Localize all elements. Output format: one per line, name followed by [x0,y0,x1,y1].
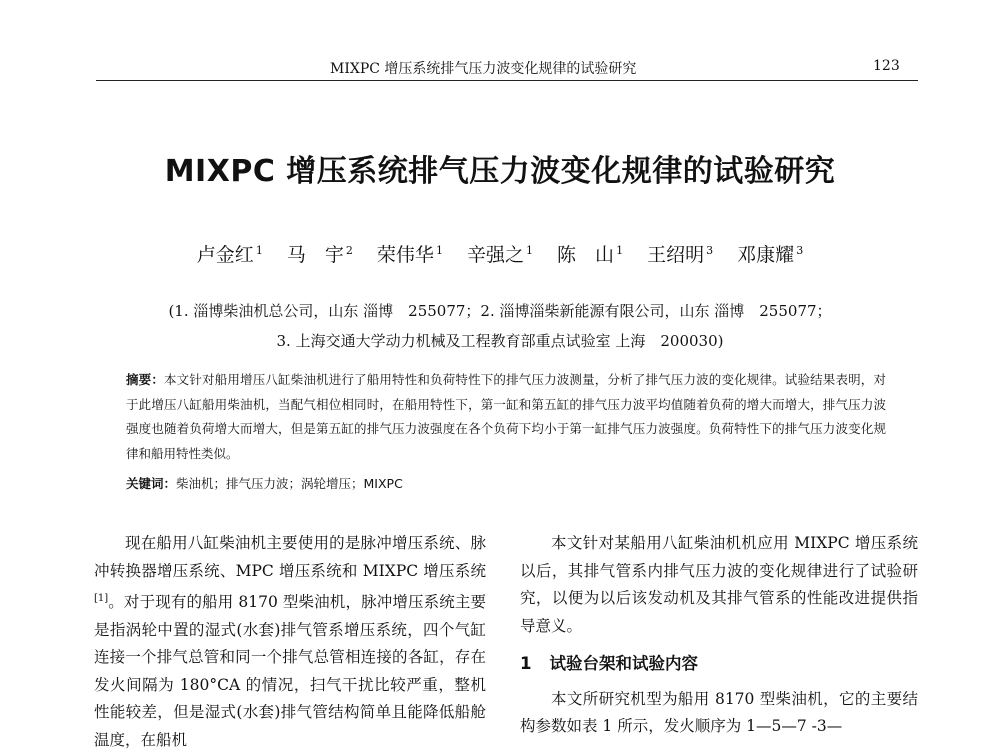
author-name: 马 宇 [286,244,344,266]
abstract [126,368,886,466]
citation-reference: [1] [94,593,109,604]
abstract-text: 本文针对船用增压八缸柴油机进行了船用特性和负荷特性下的排气压力波测量，分析了排气压力波的变化规律。试验结果表明，对于此增压八缸船用柴油机，当配气相位相同时，在船用特性下，第一缸和第五缸的排气压力波平均值随着负荷的增大而增大，排气压力波强度也随着负荷增大而增大，但是第五缸的排气压力波强度在各个负荷下均小于第一缸排气压力波强度。负荷特性下的排气压力波变化规律和船用特性类似。 [126,372,886,461]
keywords [126,474,886,492]
author-name: 邓康耀 [737,244,795,266]
author-name: 荣伟华 [376,244,434,266]
author-affiliation-mark: 2 [345,243,353,257]
keywords-text: 柴油机；排气压力波；涡轮增压；MIXPC [176,476,403,491]
author-list [0,240,1000,267]
author-affiliation-mark: 1 [435,243,443,257]
keywords-label: 关键词： [126,476,177,491]
author-affiliation-mark: 1 [526,243,533,257]
author [557,240,623,267]
author [287,240,353,267]
author-name: 王绍明 [647,244,705,266]
paragraph-text: 现在船用八缸柴油机主要使用的是脉冲增压系统、脉冲转换器增压系统、MPC 增压系统和 MIXPC 增压系统 [94,534,486,580]
author-affiliation-mark: 1 [255,243,263,257]
author [647,240,713,267]
author [467,240,533,267]
author [197,240,263,267]
body-paragraph: 本文所研究机型为船用 8170 型柴油机，它的主要结构参数如表 1 所示，发火顺序为 1—5—7 -3— [520,689,918,735]
body-paragraph [94,530,486,754]
author-name: 卢金红 [196,244,254,266]
affiliation-line-1: (1. 淄博柴油机总公司，山东 淄博 255077；2. 淄博淄柴新能源有限公司，山东 淄博 255077； [168,302,832,320]
author-name: 陈 山 [557,244,615,266]
body-paragraph: 本文针对某船用八缸柴油机机应用 MIXPC 增压系统以后，其排气管系内排气压力波的变化规律进行了试验研究，以便为以后该发动机及其排气管系的性能改进提供指导意义。 [520,534,918,635]
section-heading [520,650,918,678]
section-title: 试验台架和试验内容 [549,654,698,673]
header-rule [96,80,918,81]
abstract-label: 摘要： [126,372,165,387]
author [737,240,803,267]
body-column-right [520,530,918,741]
paragraph-text: 。对于现有的船用 8170 型柴油机，脉冲增压系统主要是指涡轮中置的湿式(水套)排气管系增压系统，四个气缸连接一个排气总管和同一个排气总管相连接的各缸，存在发火间隔为 180°CA 的情况，扫气干扰比较严重，整机性能较差，但是湿式(水套)排气管结构简单且能降低船舱温度，在船机 [94,593,486,749]
author-affiliation-mark: 1 [616,243,624,257]
affiliation-line-2: 3. 上海交通大学动力机械及工程教育部重点试验室 上海 200030) [276,332,724,350]
paper-title: MIXPC 增压系统排气压力波变化规律的试验研究 [164,154,836,189]
author [377,240,443,267]
author-affiliation-mark: 3 [706,243,714,257]
author-affiliation-mark: 3 [796,243,804,257]
page-number: 123 [873,58,900,74]
body-column-left [94,530,486,754]
running-title: MIXPC 增压系统排气压力波变化规律的试验研究 [330,61,637,77]
author-name: 辛强之 [466,244,524,266]
section-number: 1 [520,654,532,673]
